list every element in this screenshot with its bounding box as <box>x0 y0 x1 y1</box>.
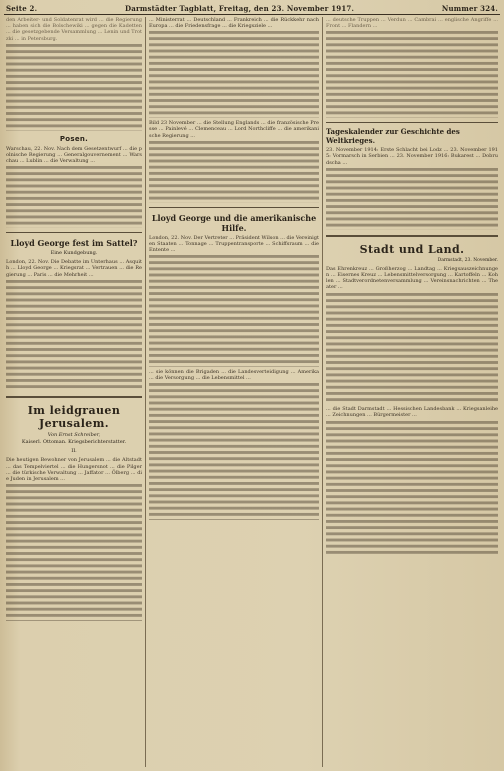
divider <box>326 122 498 123</box>
col2-filler-2 <box>149 141 319 203</box>
col3-filler-1 <box>326 31 498 118</box>
col3-bottom-text: ... die Stadt Darmstadt ... Hessischen Landesbank ... Kriegsanleihe ... Zeichnungen ... Bürgermeister ... <box>326 406 498 419</box>
masthead-rule <box>4 14 500 15</box>
masthead <box>6 3 498 13</box>
headline-posen: Posen. <box>59 134 89 143</box>
headline-lloyd-george-usa: Lloyd George und die amerikanische Hilfe. <box>151 212 317 233</box>
col2-filler-4 <box>149 383 319 519</box>
col1-filler-3 <box>6 280 142 392</box>
col2-top-text: ... Ministerrat ... Deutschland ... Frankreich ... die Rückkehr nach Europa ... die Friedensfrage ... die Kriegsziele ... <box>149 17 319 30</box>
col3-filler-4 <box>326 421 498 557</box>
col3-filler-3 <box>326 293 498 405</box>
headline-tageskalender: Tageskalender zur Geschichte des Weltkrieges. <box>326 127 460 146</box>
column-1 <box>3 17 146 767</box>
byline-role: Kaiserl. Ottoman. Kriegsberichterstatter. <box>21 439 127 446</box>
usa-text: London, 22. Nov. Der Vertreter ... Präsident Wilson ... die Vereinigten Staaten ... Tonnage ... Truppentransporte ... Schiffsraum ... die Entente ... <box>149 234 319 254</box>
divider <box>6 232 142 233</box>
divider-strong <box>6 396 142 398</box>
col3-filler-2 <box>326 168 498 230</box>
page-label: Seite 2. <box>6 3 38 13</box>
col2-filler-1 <box>149 31 319 118</box>
column-2 <box>146 17 323 767</box>
dateline: Darmstadt, 23. November. <box>437 257 498 263</box>
stadt-text: Das Ehrenkreuz ... Großherzog ... Landtag ... Kriegsauszeichnungen ... Eisernes Kreuz ... Lebensmittelversorgung ... Kartoffeln ... Kohlen ... Stadtverordnetenversammlung ... Vereinsnachrichten ... Theater ... <box>326 265 498 291</box>
issue-number: Nummer 324. <box>441 3 498 13</box>
col2-mid-text: Bild 23 November ... die Stellung Englands ... die französische Presse ... Painlevé ... Clemenceau ... Lord Northcliffe ... die amerikanische Regierung ... <box>149 120 319 139</box>
posen-text: Warschau, 22. Nov. Nach dem Gesetzentwurf ... die polnische Regierung ... Generalgouvernement ... Warschau ... Lublin ... die Verwaltung ... <box>6 145 142 165</box>
paper-date: Darmstädter Tagblatt, Freitag, den 23. November 1917. <box>124 3 355 13</box>
divider-strong <box>326 235 498 237</box>
headline-stadt-und-land: Stadt und Land. <box>359 242 465 256</box>
tageskalender-text: 23. November 1914: Erste Schlacht bei Lodz ... 23. November 1915: Vormarsch in Serbien ... 23. November 1916: Bukarest ... Dobrudscha ... <box>326 147 498 166</box>
col1-top-text: den Arbeiter- und Soldatenrat wird ... die Regierung ... haben sich die Bolschewiki ... gegen die Kadetten ... die gesetzgebende Versammlung ... Lenin und Trotzki ... in Petersburg. <box>6 17 142 42</box>
column-3 <box>323 17 501 767</box>
headline-jerusalem: Im leidgrauen Jerusalem. <box>27 404 121 431</box>
col1-filler-4 <box>6 484 142 620</box>
divider <box>149 207 319 208</box>
col1-filler-1 <box>6 44 142 131</box>
subhead-kundgebung: Eine Kundgebung. <box>50 250 98 257</box>
headline-lloyd-george-sattel: Lloyd George fest im Sattel? <box>10 238 138 249</box>
col2-filler-3 <box>149 255 319 367</box>
jerusalem-text: Die heutigen Bewohner von Jerusalem ... die Altstadt ... das Tempelviertel ... die Hungersnot ... die Pilger ... die türkische Verwaltung ... Jaffator ... Ölberg ... die Juden in Jerusalem ... <box>6 457 142 483</box>
col1-filler-2 <box>6 166 142 228</box>
col3-top-text: ... deutsche Truppen ... Verdun ... Cambrai ... englische Angriffe ... Front ... Flandern ... <box>326 17 498 30</box>
lloyd-text: London, 22. Nov. Die Debatte im Unterhaus ... Asquith ... Lloyd George ... Kriegsrat ... Vertrauen ... die Regierung ... Paris ... die Mehrheit ... <box>6 259 142 278</box>
byline-author: Von Ernst Schreiber, <box>47 432 101 439</box>
part-number: II. <box>71 448 77 455</box>
col2-bottom-text: ... sie können die Brigaden ... die Landesverteidigung ... Amerika ... die Versorgung ... die Lebensmittel ... <box>149 369 319 382</box>
